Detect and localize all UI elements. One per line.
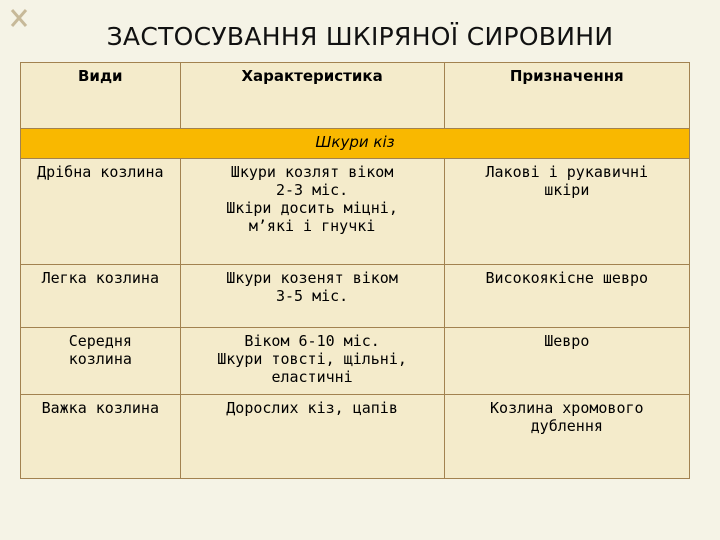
header-purpose: Призначення [444,63,689,129]
purpose-cell [444,265,689,328]
kind-text: Важка козлина [41,399,159,417]
characteristic-cell [180,395,444,479]
char-line: Віком 6-10 міс. [244,332,380,350]
table-header-row [21,63,690,129]
section-label: Шкури кіз [21,129,690,159]
section-row [21,129,690,159]
table-row [21,265,690,328]
table-row [21,159,690,265]
kind-cell [21,265,181,328]
characteristic-cell [180,328,444,395]
table-row [21,395,690,479]
purpose-cell [444,159,689,265]
header-kinds: Види [21,63,181,129]
kind-cell [21,328,181,395]
char-line: Шкури товсті, щільні, [217,350,407,368]
kind-text: Дрібна козлина [37,163,164,181]
characteristic-cell [180,159,444,265]
purpose-cell [444,395,689,479]
char-line: еластичні [271,368,353,386]
purpose-cell [444,328,689,395]
kind-line: Середня [68,332,132,350]
page-title: ЗАСТОСУВАННЯ ШКІРЯНОЇ СИРОВИНИ [106,22,614,51]
data-table [20,62,690,479]
purpose-line: дублення [530,417,603,435]
kind-text: Легка козлина [41,269,159,287]
char-line: Шкури козлят віком [230,163,394,181]
table-row [21,328,690,395]
char-line: Дорослих кіз, цапів [226,399,398,417]
char-line: Шкіри досить міцні, [226,199,398,217]
kind-cell [21,159,181,265]
char-line: 2-3 міс. [275,181,349,199]
kind-line: козлина [68,350,132,368]
purpose-line: Лакові і рукавичні [485,163,649,181]
kind-cell [21,395,181,479]
characteristic-cell [180,265,444,328]
purpose-line: Високоякісне шевро [485,269,649,287]
char-line: 3-5 міс. [275,287,349,305]
purpose-line: Шевро [544,332,590,350]
purpose-line: Козлина хромового [490,399,644,417]
header-characteristic: Характеристика [180,63,444,129]
purpose-line: шкіри [544,181,590,199]
char-line: Шкури козенят віком [226,269,398,287]
char-line: м’які і гнучкі [248,217,376,235]
